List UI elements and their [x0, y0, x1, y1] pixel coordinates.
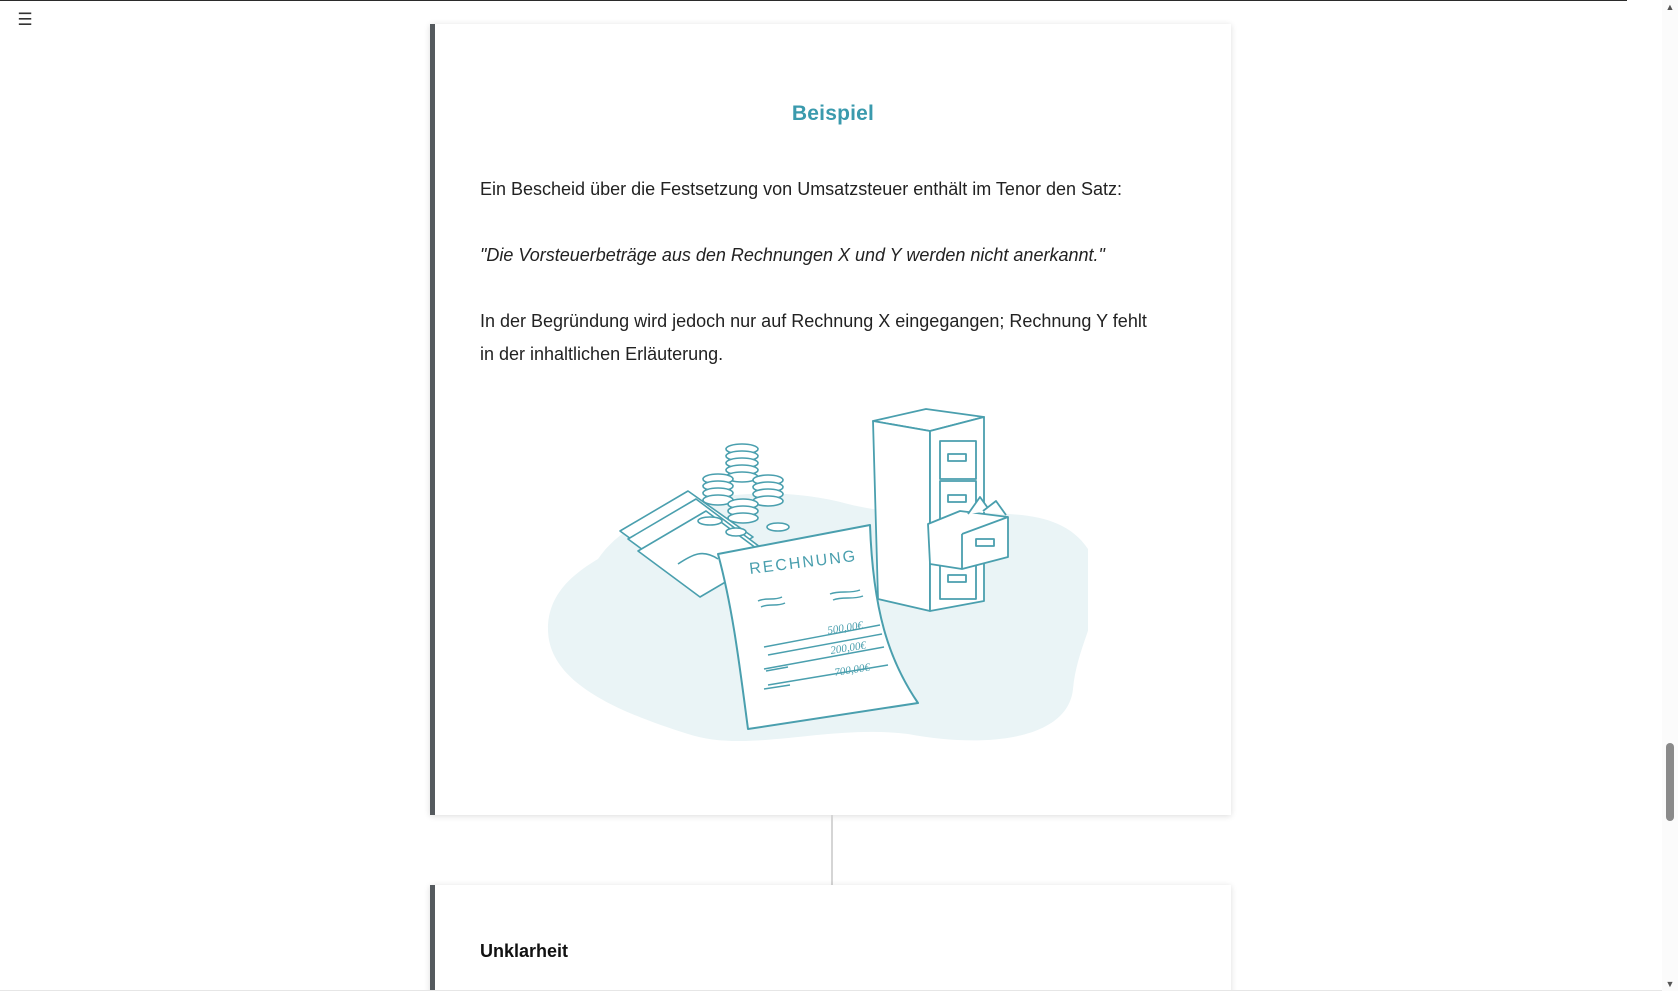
vertical-scrollbar[interactable] [1662, 0, 1678, 991]
example-explanation-text: In der Begründung wird jedoch nur auf Rechnung X eingegangen; Rechnung Y fehlt in der inhaltlichen Erläuterung. [480, 311, 1147, 364]
scroll-up-icon[interactable]: ▲ [1665, 2, 1675, 12]
example-quote-text: "Die Vorsteuerbeträge aus den Rechnungen X und Y werden nicht anerkannt." [480, 245, 1105, 265]
example-card [430, 24, 1231, 815]
invoice-illustration [528, 389, 1088, 779]
invoice-heading: RECHNUNG [748, 547, 859, 578]
example-intro-text: Ein Bescheid über die Festsetzung von Umsatzsteuer enthält im Tenor den Satz: [480, 179, 1123, 199]
example-card-title: Beispiel [791, 102, 875, 125]
unklarheit-card [430, 885, 1231, 991]
top-divider [0, 0, 1627, 1]
scrollbar-thumb[interactable] [1666, 743, 1674, 821]
hamburger-menu-icon[interactable]: ☰ [17, 10, 33, 29]
timeline-connector [831, 815, 833, 885]
scroll-down-icon[interactable]: ▼ [1665, 979, 1675, 989]
unklarheit-card-title: Unklarheit [480, 941, 569, 961]
invoice-amount-1: 500,00€ [826, 619, 864, 637]
invoice-amount-3: 700,00€ [833, 661, 871, 679]
example-card-body [480, 173, 1161, 404]
invoice-amount-2: 200,00€ [829, 639, 867, 657]
